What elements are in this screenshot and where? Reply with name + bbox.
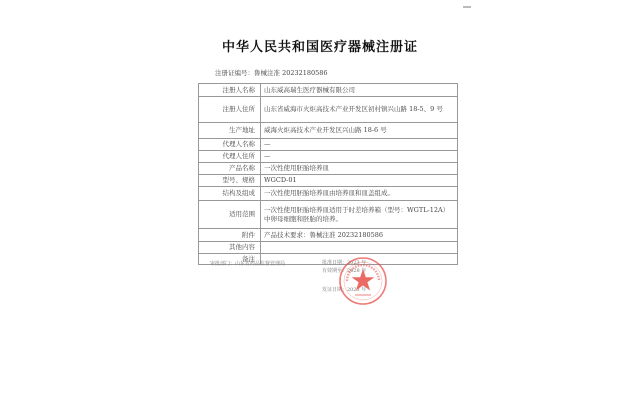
registration-value: 鲁械注准 20232180586	[254, 69, 328, 77]
table-row	[199, 175, 458, 187]
approval-dept-value: 山东省药品监督管理局	[235, 261, 286, 267]
table-row	[199, 123, 458, 139]
field-label: 注册人名称	[199, 84, 261, 97]
issue-date: 发证日期：2023 年	[322, 287, 367, 293]
field-label: 代理人住所	[199, 151, 261, 163]
corner-mark	[463, 6, 471, 8]
field-label: 型号、规格	[199, 175, 261, 187]
field-value: 一次性使用胚胎培养皿	[261, 163, 458, 175]
field-label: 代理人名称	[199, 139, 261, 151]
field-label: 注册人住所	[199, 97, 261, 123]
table-row	[199, 139, 458, 151]
field-value: 山东省威海市火炬高技术产业开发区初村镇兴山路 18-5、9 号	[261, 97, 458, 123]
field-value: 山东威高瑞生医疗器械有限公司	[261, 84, 458, 97]
field-value: 一次性使用胚胎培养皿适用于时差培养箱（型号：WGTL-12A）中卵母细胞和胚胎的培养。	[261, 201, 458, 229]
table-row	[199, 201, 458, 229]
field-label: 结构及组成	[199, 187, 261, 201]
registration-number	[215, 68, 328, 77]
field-label: 其他内容	[199, 242, 261, 254]
field-value	[261, 242, 458, 254]
field-value: 产品技术要求：鲁械注准 20232180586	[261, 229, 458, 242]
table-row	[199, 97, 458, 123]
certificate-table	[198, 83, 458, 265]
field-value: 威海火炬高技术产业开发区兴山路 18-6 号	[261, 123, 458, 139]
registration-label: 注册证编号：	[215, 69, 254, 77]
official-seal-icon	[337, 255, 389, 307]
table-row	[199, 84, 458, 97]
field-value: —	[261, 139, 458, 151]
valid-until: 有效期至：2028 年	[322, 267, 367, 274]
approval-date: 批准日期：2023 年	[322, 260, 367, 266]
table-row	[199, 229, 458, 242]
field-value: —	[261, 151, 458, 163]
table-row	[199, 242, 458, 254]
table-row	[199, 163, 458, 175]
field-value: WGCD-01	[261, 175, 458, 187]
field-value: 一次性使用胚胎培养皿由培养皿和皿盖组成。	[261, 187, 458, 201]
approval-department	[210, 260, 285, 267]
certificate-title: 中华人民共和国医疗器械注册证	[221, 40, 418, 55]
seal-star	[352, 269, 375, 291]
approval-dept-label: 审批部门：	[210, 261, 236, 267]
field-label: 产品名称	[199, 163, 261, 175]
field-label: 附件	[199, 229, 261, 242]
table-row	[199, 151, 458, 163]
field-label: 生产地址	[199, 123, 261, 139]
field-label: 适用范围	[199, 201, 261, 229]
certificate-footer	[210, 260, 450, 320]
field-label: 备注	[199, 254, 261, 265]
table-row	[199, 187, 458, 201]
